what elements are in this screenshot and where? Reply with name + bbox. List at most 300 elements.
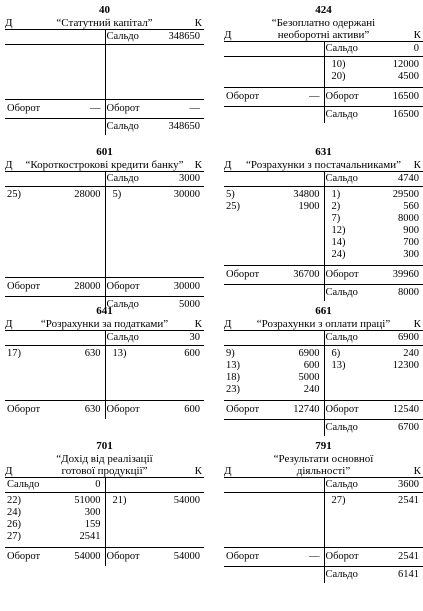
account-title: діяльності” Д К (224, 465, 421, 477)
turnover-value: 30000 (173, 281, 200, 292)
account-header (224, 146, 423, 171)
turnover-value: — (309, 551, 320, 562)
account-number: 701 (96, 440, 113, 452)
credit-cell (324, 348, 423, 360)
turnover-value: 39960 (392, 269, 419, 280)
entry-amount: 240 (303, 384, 320, 395)
debit-cell (5, 519, 105, 531)
debit-cell (224, 249, 324, 261)
entry-amount: 29500 (392, 189, 419, 200)
turnover-debit (5, 100, 105, 118)
credit-cell (324, 71, 423, 83)
account-title: “Безоплатно одержані (271, 17, 376, 29)
entry-number: 18) (226, 372, 240, 383)
posting-row (5, 384, 204, 396)
account-header (5, 305, 204, 330)
debit-cell (5, 507, 105, 519)
account-title: “Статутний капітал” Д К (5, 17, 202, 29)
saldo-value: 3600 (398, 479, 419, 490)
entry-amount: 700 (403, 237, 419, 248)
posting-row (224, 348, 423, 360)
saldo-label: Сальдо (7, 479, 40, 490)
debit-cell (5, 237, 105, 249)
opening-balance (5, 331, 204, 345)
debit-cell (5, 201, 105, 213)
credit-cell (324, 189, 423, 201)
account-641 (5, 305, 204, 419)
account-number: 424 (315, 4, 332, 16)
closing-balance-credit (324, 285, 423, 301)
credit-marker: К (194, 159, 202, 171)
debit-cell (224, 348, 324, 360)
posting-entries (224, 56, 423, 87)
entry-number: 21) (112, 495, 127, 506)
turnover-value: — (90, 103, 101, 114)
entry-number: 13) (331, 360, 346, 371)
credit-cell (105, 261, 205, 273)
debit-marker: Д (5, 465, 13, 477)
opening-balance-credit (105, 30, 205, 44)
turnover-label: Оборот (325, 404, 359, 415)
turnover-value: — (309, 91, 320, 102)
saldo-value: 3000 (179, 173, 200, 184)
account-title: “Розрахунки з постачальниками” Д К (224, 159, 421, 171)
opening-balance (224, 478, 423, 492)
turnover-value: 28000 (74, 281, 101, 292)
entry-amount: 1900 (298, 201, 320, 212)
entry-number: 27) (331, 495, 346, 506)
posting-entries (224, 345, 423, 400)
opening-balance-debit (224, 42, 324, 56)
debit-marker: Д (5, 17, 13, 29)
turnover-label: Оборот (7, 281, 41, 292)
credit-cell (105, 83, 205, 95)
account-701 (5, 440, 204, 566)
debit-cell (5, 261, 105, 273)
turnover-value: 630 (84, 404, 101, 415)
account-title: “Розрахунки за податками” Д К (5, 318, 202, 330)
turnover-row (224, 87, 423, 106)
credit-cell (324, 372, 423, 384)
entry-number: 22) (7, 495, 21, 506)
saldo-label: Сальдо (106, 332, 139, 343)
turnover-row (224, 265, 423, 284)
posting-entries (5, 44, 204, 99)
debit-marker: Д (224, 318, 232, 330)
turnover-label: Оборот (7, 404, 41, 415)
saldo-value: 6700 (398, 422, 419, 433)
t-account-body (5, 30, 204, 135)
turnover-label: Оборот (7, 103, 41, 114)
posting-row (5, 83, 204, 95)
posting-row (5, 225, 204, 237)
t-account-body (5, 331, 204, 419)
account-header (224, 4, 423, 41)
entry-number: 7) (331, 213, 341, 224)
debit-cell (224, 201, 324, 213)
credit-cell (105, 507, 205, 519)
saldo-value: 16500 (392, 109, 419, 120)
saldo-label: Сальдо (106, 31, 139, 42)
entry-amount: 30000 (173, 189, 200, 200)
opening-balance-credit (324, 42, 423, 56)
posting-row (224, 249, 423, 261)
posting-row (5, 507, 204, 519)
account-number: 601 (96, 146, 113, 158)
debit-cell (224, 225, 324, 237)
posting-row (224, 372, 423, 384)
debit-cell (5, 249, 105, 261)
posting-entries (5, 492, 204, 547)
turnover-label: Оборот (325, 91, 359, 102)
t-account-body (224, 172, 423, 301)
entry-number: 24) (7, 507, 21, 518)
saldo-label: Сальдо (325, 479, 358, 490)
opening-balance (5, 172, 204, 186)
entry-number: 25) (7, 189, 21, 200)
opening-balance-credit (324, 172, 423, 186)
closing-balance-credit (105, 119, 205, 135)
credit-cell (324, 495, 423, 507)
posting-entries (224, 186, 423, 265)
turnover-label: Оборот (7, 551, 41, 562)
posting-row (224, 189, 423, 201)
debit-cell (5, 531, 105, 543)
debit-marker: Д (224, 465, 232, 477)
account-number: 661 (315, 305, 332, 317)
credit-cell (324, 249, 423, 261)
posting-row (224, 225, 423, 237)
posting-row (5, 213, 204, 225)
credit-cell (324, 360, 423, 372)
opening-balance (5, 478, 204, 492)
posting-entries (5, 345, 204, 400)
entry-number: 24) (331, 249, 346, 260)
entry-amount: 2541 (398, 495, 419, 506)
saldo-label: Сальдо (325, 569, 358, 580)
closing-balance-debit (224, 567, 324, 583)
entry-number: 1) (331, 189, 341, 200)
opening-balance-debit (224, 172, 324, 186)
account-header (5, 440, 204, 477)
debit-cell (224, 71, 324, 83)
closing-balance-credit (324, 107, 423, 123)
credit-cell (105, 213, 205, 225)
entry-number: 27) (7, 531, 21, 542)
posting-row (5, 71, 204, 83)
credit-cell (105, 360, 205, 372)
entry-amount: 12000 (392, 59, 419, 70)
account-number: 641 (96, 305, 113, 317)
credit-cell (105, 495, 205, 507)
posting-row (5, 249, 204, 261)
turnover-credit (105, 401, 205, 419)
credit-cell (105, 201, 205, 213)
entry-amount: 5000 (298, 372, 320, 383)
posting-row (224, 71, 423, 83)
credit-cell (324, 237, 423, 249)
credit-cell (105, 225, 205, 237)
account-631 (224, 146, 423, 301)
account-601 (5, 146, 204, 313)
debit-marker: Д (5, 318, 13, 330)
turnover-value: 36700 (293, 269, 320, 280)
credit-cell (105, 348, 205, 360)
posting-row (224, 201, 423, 213)
turnover-label: Оборот (106, 281, 140, 292)
posting-row (5, 519, 204, 531)
turnover-debit (5, 278, 105, 296)
opening-balance (224, 331, 423, 345)
closing-balance (5, 118, 204, 135)
entry-number: 14) (331, 237, 346, 248)
debit-cell (5, 225, 105, 237)
entry-number: 10) (331, 59, 346, 70)
entry-amount: 54000 (173, 495, 200, 506)
account-number: 631 (315, 146, 332, 158)
account-title: “Розрахунки з оплати праці” Д К (224, 318, 421, 330)
entry-amount: 12300 (392, 360, 419, 371)
turnover-debit (224, 88, 324, 106)
entry-number: 23) (226, 384, 240, 395)
turnover-credit (324, 88, 423, 106)
saldo-label: Сальдо (106, 173, 139, 184)
posting-row (5, 531, 204, 543)
turnover-value: — (189, 103, 200, 114)
debit-cell (224, 531, 324, 543)
turnover-row (5, 400, 204, 419)
credit-marker: К (194, 465, 202, 477)
account-title: “Результати основної (273, 453, 374, 465)
entry-number: 13) (112, 348, 127, 359)
entry-number: 25) (226, 201, 240, 212)
credit-cell (105, 59, 205, 71)
turnover-debit (224, 401, 324, 419)
entry-number: 26) (7, 519, 21, 530)
saldo-label: Сальдо (325, 422, 358, 433)
debit-cell (5, 47, 105, 59)
account-number: 791 (315, 440, 332, 452)
posting-row (5, 189, 204, 201)
debit-cell (224, 372, 324, 384)
posting-row (224, 213, 423, 225)
posting-row (5, 59, 204, 71)
t-account-body (224, 42, 423, 123)
turnover-row (5, 99, 204, 118)
saldo-value: 6141 (398, 569, 419, 580)
account-title: “Короткострокові кредити банку” Д К (5, 159, 202, 171)
debit-cell (5, 59, 105, 71)
closing-balance (224, 284, 423, 301)
debit-cell (224, 189, 324, 201)
entry-number: 9) (226, 348, 235, 359)
closing-balance-credit (324, 420, 423, 436)
debit-cell (224, 384, 324, 396)
posting-entries (5, 186, 204, 277)
opening-balance-credit (324, 331, 423, 345)
debit-cell (5, 384, 105, 396)
turnover-value: 600 (184, 404, 200, 415)
turnover-value: 12540 (392, 404, 419, 415)
posting-row (5, 47, 204, 59)
turnover-label: Оборот (226, 91, 260, 102)
saldo-label: Сальдо (325, 287, 358, 298)
closing-balance-debit (224, 420, 324, 436)
entry-number: 20) (331, 71, 346, 82)
t-account-body (224, 478, 423, 583)
posting-row (5, 237, 204, 249)
credit-cell (105, 519, 205, 531)
turnover-credit (324, 401, 423, 419)
saldo-value: 0 (413, 43, 419, 54)
turnover-debit (5, 401, 105, 419)
posting-row (224, 360, 423, 372)
turnover-value: 16500 (392, 91, 419, 102)
entry-number: 2) (331, 201, 341, 212)
debit-cell (224, 360, 324, 372)
credit-cell (324, 531, 423, 543)
opening-balance-debit (224, 331, 324, 345)
saldo-label: Сальдо (325, 332, 358, 343)
t-account-body (224, 331, 423, 436)
turnover-label: Оборот (226, 269, 260, 280)
entry-amount: 2541 (79, 531, 101, 542)
opening-balance-debit (5, 30, 105, 44)
turnover-label: Оборот (325, 551, 359, 562)
closing-balance (224, 566, 423, 583)
posting-row (224, 531, 423, 543)
opening-balance-credit (105, 478, 205, 492)
credit-cell (324, 519, 423, 531)
closing-balance (224, 106, 423, 123)
account-title: готової продукції” Д К (5, 465, 202, 477)
account-header (5, 4, 204, 29)
t-account-body (5, 478, 204, 566)
opening-balance-credit (105, 331, 205, 345)
entry-amount: 6900 (298, 348, 320, 359)
debit-marker: Д (5, 159, 13, 171)
entry-number: 6) (331, 348, 341, 359)
debit-marker: Д (224, 159, 232, 171)
posting-row (224, 237, 423, 249)
debit-cell (224, 59, 324, 71)
saldo-value: 30 (189, 332, 200, 343)
credit-cell (105, 372, 205, 384)
turnover-label: Оборот (325, 269, 359, 280)
credit-marker: К (413, 318, 421, 330)
debit-marker: Д (224, 29, 232, 41)
posting-row (224, 495, 423, 507)
opening-balance-debit (5, 331, 105, 345)
entry-amount: 159 (84, 519, 101, 530)
credit-cell (324, 507, 423, 519)
credit-cell (105, 249, 205, 261)
posting-row (5, 201, 204, 213)
saldo-value: 348650 (168, 121, 200, 132)
turnover-label: Оборот (106, 404, 140, 415)
credit-cell (105, 531, 205, 543)
entry-amount: 560 (403, 201, 419, 212)
posting-row (224, 384, 423, 396)
closing-balance-debit (5, 119, 105, 135)
entry-amount: 900 (403, 225, 419, 236)
opening-balance-credit (324, 478, 423, 492)
entry-amount: 300 (84, 507, 101, 518)
posting-row (224, 59, 423, 71)
turnover-label: Оборот (106, 103, 140, 114)
saldo-value: 6900 (398, 332, 419, 343)
account-40 (5, 4, 204, 135)
saldo-label: Сальдо (325, 109, 358, 120)
turnover-label: Оборот (226, 551, 260, 562)
saldo-value: 0 (95, 479, 101, 490)
debit-cell (224, 495, 324, 507)
turnover-credit (105, 100, 205, 118)
opening-balance (224, 172, 423, 186)
entry-number: 17) (7, 348, 21, 359)
turnover-value: 54000 (173, 551, 200, 562)
credit-cell (105, 189, 205, 201)
opening-balance (224, 42, 423, 56)
entry-amount: 600 (184, 348, 200, 359)
saldo-label: Сальдо (325, 173, 358, 184)
posting-row (224, 519, 423, 531)
account-424 (224, 4, 423, 123)
account-661 (224, 305, 423, 436)
turnover-debit (5, 548, 105, 566)
turnover-debit (224, 548, 324, 566)
saldo-label: Сальдо (325, 43, 358, 54)
opening-balance-debit (5, 478, 105, 492)
credit-cell (324, 225, 423, 237)
debit-cell (224, 507, 324, 519)
account-number: 40 (99, 4, 110, 16)
turnover-value: 2541 (398, 551, 419, 562)
account-791 (224, 440, 423, 583)
credit-marker: К (413, 29, 421, 41)
posting-row (5, 495, 204, 507)
posting-row (224, 507, 423, 519)
entry-amount: 240 (403, 348, 419, 359)
credit-marker: К (194, 318, 202, 330)
entry-amount: 8000 (398, 213, 419, 224)
debit-cell (5, 360, 105, 372)
entry-amount: 630 (84, 348, 101, 359)
turnover-credit (324, 548, 423, 566)
debit-cell (224, 237, 324, 249)
debit-cell (5, 189, 105, 201)
credit-marker: К (413, 159, 421, 171)
credit-cell (324, 201, 423, 213)
opening-balance-credit (105, 172, 205, 186)
saldo-value: 348650 (168, 31, 200, 42)
turnover-row (5, 277, 204, 296)
turnover-credit (105, 278, 205, 296)
opening-balance (5, 30, 204, 44)
entry-amount: 300 (403, 249, 419, 260)
posting-row (5, 372, 204, 384)
entry-amount: 4500 (398, 71, 419, 82)
entry-number: 5) (112, 189, 122, 200)
posting-entries (224, 492, 423, 547)
turnover-row (224, 400, 423, 419)
posting-row (5, 261, 204, 273)
entry-number: 5) (226, 189, 235, 200)
opening-balance-debit (224, 478, 324, 492)
debit-cell (5, 348, 105, 360)
entry-number: 13) (226, 360, 240, 371)
closing-balance-debit (224, 285, 324, 301)
